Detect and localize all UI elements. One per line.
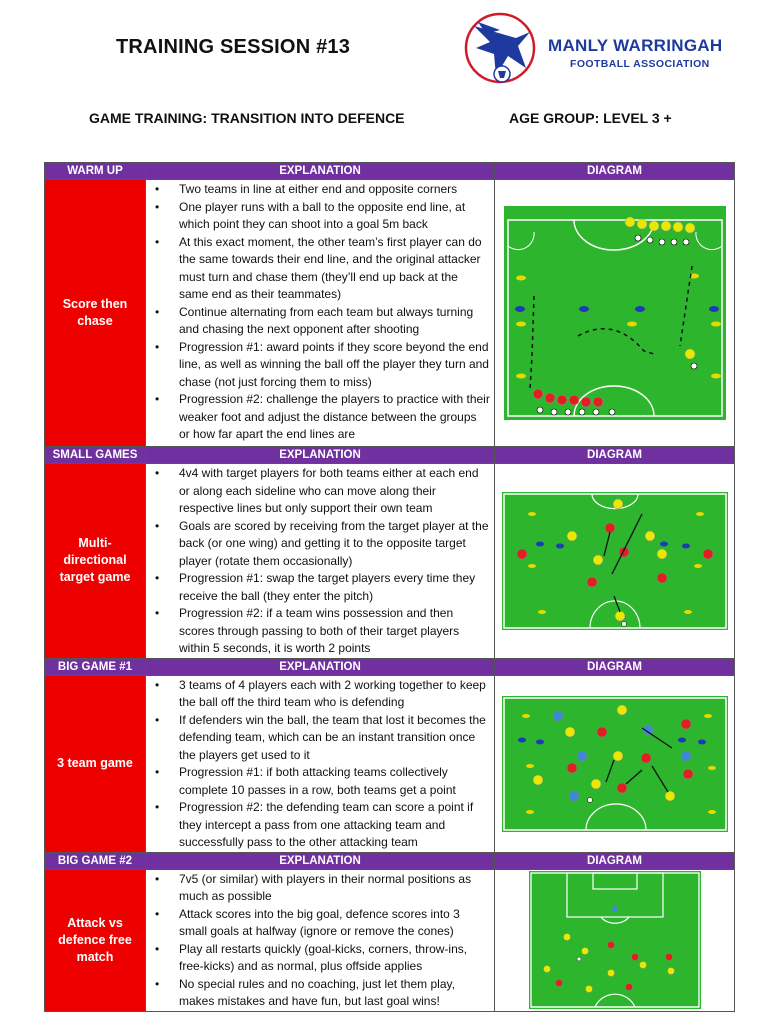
bullet-item: • 4v4 with target players for both teams either at each end or along each sideline who can move along their respective lines but only support their own team <box>179 465 494 518</box>
pitch-diagram <box>502 696 728 832</box>
pitch-diagram <box>502 492 728 630</box>
diagram-header: DIAGRAM <box>495 852 735 869</box>
bullet-item: • At this exact moment, the other team’s first player can do the same towards their end line, and the original attacker must turn and chase them (they’ll end up back at the same end as their teammates) <box>179 234 494 304</box>
bullet-item: • Progression #1: award points if they score beyond the end line, as well as winning the ball off the player they turn and chase (not just forcing them to miss) <box>179 339 494 392</box>
section-header-row <box>45 447 735 464</box>
drill-name: Multi-directional target game <box>45 464 146 659</box>
session-theme: GAME TRAINING: TRANSITION INTO DEFENCE <box>89 110 405 126</box>
pitch-diagram <box>529 871 701 1009</box>
drill-name: Attack vs defence free match <box>45 869 146 1011</box>
bullet-item: • 3 teams of 4 players each with 2 working together to keep the ball off the third team who is defending <box>179 677 494 712</box>
section-header-row <box>45 163 735 180</box>
bullet-item: • Two teams in line at either end and opposite corners <box>179 181 494 199</box>
bullet-item: • Progression #2: the defending team can score a point if they intercept a pass from one attacking team and successfully pass to the other attacking team <box>179 799 494 852</box>
drill-explanation <box>146 869 495 1011</box>
eagle-logo-icon <box>456 8 546 88</box>
drill-explanation <box>146 675 495 852</box>
section-header-row <box>45 658 735 675</box>
bullet-item: • Progression #2: challenge the players to practice with their weaker foot and adjust the distance between the groups or how far apart the end lines are <box>179 391 494 444</box>
phase-label: WARM UP <box>45 163 146 180</box>
drill-name: 3 team game <box>45 675 146 852</box>
explanation-header: EXPLANATION <box>146 163 495 180</box>
bullet-item: • Attack scores into the big goal, defence scores into 3 small goals at halfway (ignore or remove the cones) <box>179 906 494 941</box>
pitch-diagram <box>504 206 726 420</box>
bullet-item: • Continue alternating from each team but always turning and chasing the next opponent after shooting <box>179 304 494 339</box>
drill-diagram <box>495 675 735 852</box>
phase-label: SMALL GAMES <box>45 447 146 464</box>
drill-row <box>45 869 735 1011</box>
logo-title: MANLY WARRINGAH <box>548 36 723 55</box>
phase-label: BIG GAME #1 <box>45 658 146 675</box>
explanation-header: EXPLANATION <box>146 447 495 464</box>
age-group: AGE GROUP: LEVEL 3 + <box>509 110 672 126</box>
drill-diagram <box>495 464 735 659</box>
page-title: TRAINING SESSION #13 <box>116 36 351 58</box>
bullet-item: • If defenders win the ball, the team that lost it becomes the defending team, which can be an instant transition once the players get used to it <box>179 712 494 765</box>
diagram-header: DIAGRAM <box>495 658 735 675</box>
bullet-item: • Play all restarts quickly (goal-kicks, corners, throw-ins, free-kicks) and as normal, plus offside applies <box>179 941 494 976</box>
drill-explanation <box>146 464 495 659</box>
drill-row <box>45 180 735 447</box>
drill-name: Score then chase <box>45 180 146 447</box>
bullet-item: • One player runs with a ball to the opposite end line, at which point they can shoot into a goal 5m back <box>179 199 494 234</box>
drill-diagram <box>495 180 735 447</box>
explanation-header: EXPLANATION <box>146 658 495 675</box>
explanation-header: EXPLANATION <box>146 852 495 869</box>
bullet-item: • Goals are scored by receiving from the target player at the back (or one wing) and getting it to the opposite target player (rotate them occasionally) <box>179 518 494 571</box>
logo-subtitle: FOOTBALL ASSOCIATION <box>570 58 710 70</box>
bullet-item: • Progression #2: if a team wins possession and then scores through passing to both of their target players within 5 seconds, it is worth 2 points <box>179 605 494 658</box>
drill-explanation <box>146 180 495 447</box>
section-header-row <box>45 852 735 869</box>
bullet-item: • Progression #1: if both attacking teams collectively complete 10 passes in a row, both teams get a point <box>179 764 494 799</box>
drill-row <box>45 675 735 852</box>
phase-label: BIG GAME #2 <box>45 852 146 869</box>
diagram-header: DIAGRAM <box>495 163 735 180</box>
drill-row <box>45 464 735 659</box>
association-logo <box>456 8 726 88</box>
session-table <box>44 162 735 1012</box>
diagram-header: DIAGRAM <box>495 447 735 464</box>
bullet-item: • No special rules and no coaching, just let them play, makes mistakes and have fun, but last goal wins! <box>179 976 494 1011</box>
bullet-item: • 7v5 (or similar) with players in their normal positions as much as possible <box>179 871 494 906</box>
bullet-item: • Progression #1: swap the target players every time they receive the ball (they enter the pitch) <box>179 570 494 605</box>
drill-diagram <box>495 869 735 1011</box>
